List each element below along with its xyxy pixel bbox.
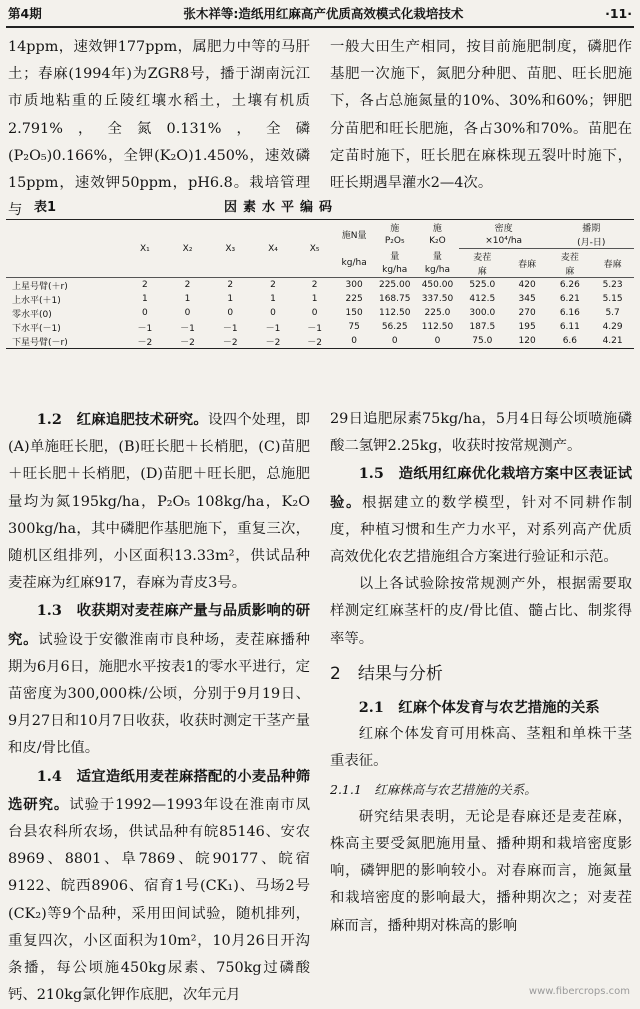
header-spring-2: 春麻: [591, 249, 634, 278]
table-row: [6, 320, 634, 334]
header-p-c: 量: [390, 252, 400, 263]
section-1-2: [8, 406, 310, 597]
table-cell: 1: [141, 294, 148, 304]
section-1-5: [330, 460, 632, 571]
section-2-1-text: 红麻个体发育可用株高、茎粗和单株干茎重表征。: [330, 726, 632, 770]
table-cell: 0: [184, 308, 191, 318]
table-cell: 345: [518, 294, 536, 304]
measurement-paragraph: 以上各试验除按常规测产外，根据需要取样测定红麻茎杆的皮/骨比值、髓占比、制浆得率等。: [330, 576, 632, 647]
factor-level-table: [6, 219, 634, 349]
section-1-4-text: 试验于1992—1993年设在淮南市凤台县农科所农场，供试品种有皖85146、安农8969、8801、阜7869、皖90177、皖宿9122、皖西8906、宿育1号(CK₁)、马场2号(CK₂)等9个品种，采用田间试验，随机排列，重复四次，小区面积为10m²，10月26日开沟条播，每公顷施450kg尿素、750kg过磷酸钙、210kg氯化钾作底肥，次年元月: [8, 796, 310, 1004]
section-1-2-heading: 1.2 红麻追肥技术研究。: [36, 411, 209, 428]
table-caption: [34, 196, 630, 218]
header-spring: 春麻: [506, 249, 549, 278]
table-number: 表1: [34, 200, 57, 215]
header-k-c: 量: [432, 252, 442, 263]
section-1-3-heading: 1.3 收获期对麦茬麻产量与品质影响的研究。: [8, 602, 310, 648]
header-x4: X₄: [252, 220, 295, 278]
header-k-b: K₂O: [429, 236, 446, 247]
table-cell: 225.0: [424, 308, 451, 318]
right-body-column: [330, 406, 632, 940]
table-cell: －2: [222, 337, 238, 348]
table-cell: 112.50: [378, 308, 411, 318]
table-cell: 4.29: [602, 322, 623, 332]
header-p-d: kg/ha: [373, 263, 416, 278]
table-cell: 112.50: [421, 322, 454, 332]
table-cell: 0: [227, 308, 234, 318]
table-cell: 4.21: [602, 336, 623, 346]
table-cell: －1: [265, 323, 281, 334]
header-n-rate: 施N量: [341, 230, 367, 241]
table-cell: 450.00: [421, 280, 454, 290]
table-cell: 0: [391, 336, 398, 346]
header-x2: X₂: [166, 220, 209, 278]
table-cell: 150: [345, 308, 363, 318]
header-rule: [6, 26, 634, 28]
header-density: 密度: [494, 223, 513, 234]
header-k-d: kg/ha: [416, 263, 459, 278]
header-kenaf-1: 麦茬: [473, 252, 492, 263]
table-cell: 6.21: [559, 294, 580, 304]
table-cell: 6.11: [559, 322, 580, 332]
table-cell: 225.00: [378, 280, 411, 290]
table-cell: 0: [270, 308, 276, 318]
table-cell: 1: [184, 294, 191, 304]
right-top-paragraph: 一般大田生产相同，按目前施肥制度，磷肥作基肥一次施下，氮肥分种肥、苗肥、旺长肥施下，各占总施氮量的10%、30%和60%；钾肥分苗肥和旺长肥施，各占30%和70%。苗肥在定苗时施下，旺长肥在麻株现五裂叶时施下，旺长期遇旱灌水2—4次。: [330, 39, 632, 192]
table-cell: 300.0: [469, 308, 496, 318]
header-kenaf-4: 麻: [549, 263, 592, 278]
header-k-a: 施: [432, 223, 442, 234]
row-label: 上水平(＋1): [12, 295, 61, 306]
table-cell: 1: [227, 294, 234, 304]
table-cell: 412.5: [469, 294, 496, 304]
table-cell: －1: [222, 323, 238, 334]
header-sowing-unit: (月-日): [549, 234, 635, 249]
table-cell: －2: [265, 337, 281, 348]
section-2-1-1-heading: 2.1.1 红麻株高与农艺措施的关系。: [330, 781, 537, 797]
table-cell: 525.0: [469, 280, 496, 290]
left-top-paragraph: 14ppm，速效钾177ppm，属肥力中等的马肝土；春麻(1994年)为ZGR8号，播于湖南沅江市质地粘重的丘陵红壤水稻土，土壤有机质2.791%，全氮0.131%，全磷(P₂O₅)0.166%，全钾(K₂O)1.450%，速效磷15ppm，速效钾50ppm，pH6.8。栽培管理与: [8, 39, 310, 219]
table-cell: 0: [141, 308, 148, 318]
header-p-a: 施: [390, 223, 400, 234]
header-density-unit: ×10⁴/ha: [459, 234, 549, 249]
watermark: www.fibercrops.com: [528, 986, 630, 997]
header-x1: X₁: [123, 220, 166, 278]
table-cell: 270: [518, 308, 536, 318]
table-cell: 6.16: [559, 308, 580, 318]
table-row: [6, 306, 634, 320]
row-label: 零水平(0): [12, 309, 52, 320]
table-cell: 2: [141, 280, 148, 290]
table-cell: 120: [518, 336, 536, 346]
page-number: ·11·: [605, 5, 632, 21]
section-1-5-text: 根据建立的数学模型，针对不同耕作制度，种植习惯和生产力水平，对系列高产优质高效优化农艺措施组合方案进行验证和示范。: [330, 494, 632, 566]
table-cell: 2: [270, 280, 276, 290]
left-body-column: [8, 406, 310, 1009]
table-cell: 56.25: [381, 322, 408, 332]
section-1-5-heading: 1.5 造纸用红麻优化栽培方案中区表证试验。: [330, 465, 632, 511]
table-row: [6, 278, 634, 293]
row-label: 下星号臂(－r): [12, 337, 68, 348]
table-cell: 337.50: [421, 294, 454, 304]
table-cell: 0: [351, 336, 357, 346]
table-cell: 195: [518, 322, 536, 332]
table-cell: －1: [137, 323, 153, 334]
table-row: [6, 292, 634, 306]
section-1-4: [8, 763, 310, 1009]
section-1-4-heading: 1.4 适宜造纸用麦茬麻搭配的小麦品种筛选研究。: [8, 767, 310, 813]
table-cell: 420: [518, 280, 536, 290]
table-cell: －2: [137, 337, 153, 348]
section-2-1-heading: 2.1 红麻个体发育与农艺措施的关系: [358, 699, 600, 717]
continued-paragraph: 29日追肥尿素75kg/ha，5月4日每公顷喷施磷酸二氢钾2.25kg，收获时按常规测产。: [330, 411, 632, 455]
table-cell: 1: [270, 294, 276, 304]
table-cell: 1: [311, 294, 318, 304]
table-cell: －1: [180, 323, 195, 334]
header-p-b: P₂O₅: [384, 236, 405, 247]
table-cell: 0: [434, 336, 441, 346]
table-cell: －2: [180, 337, 195, 348]
table-cell: －2: [307, 337, 322, 348]
table-cell: 300: [345, 280, 363, 290]
table-cell: 225: [345, 294, 363, 304]
table-cell: 0: [311, 308, 318, 318]
header-kenaf-2: 麻: [459, 263, 506, 278]
section-1-2-text: 设四个处理，即(A)单施旺长肥，(B)旺长肥＋长梢肥，(C)苗肥＋旺长肥＋长梢肥，(D)苗肥＋旺长肥，总施肥量均为氮195kg/ha，P₂O₅ 108kg/ha，K₂O 300kg/ha，其中磷肥作基肥施下，重复三次，随机区组排列，小区面积13.33m²，供试品种麦茬麻为红麻917，春麻为青皮3号。: [8, 412, 310, 592]
section-2-heading: 2 结果与分析: [330, 663, 443, 684]
issue-number: 第4期: [8, 6, 42, 21]
header-x5: X₅: [294, 220, 335, 278]
table-row: [6, 334, 634, 349]
header-kenaf-3: 麦茬: [560, 252, 579, 263]
table-cell: 75: [348, 322, 360, 332]
section-2-1-1-text: 研究结果表明，无论是春麻还是麦茬麻，株高主要受氮肥施用量、播种期和栽培密度影响，磷钾肥的影响较小。对春麻而言，施氮量和栽培密度的影响最大，播种期次之；对麦茬麻而言，播种期对株高的影响: [330, 808, 632, 934]
table-cell: 6.26: [559, 280, 580, 290]
running-header: [8, 2, 632, 24]
right-top-column: [330, 34, 632, 197]
table-cell: 75.0: [472, 336, 493, 346]
table-cell: 2: [311, 280, 318, 290]
table-title: 因素水平编码: [224, 200, 339, 215]
table-cell: 5.15: [602, 294, 623, 304]
table-cell: 2: [227, 280, 234, 290]
table-header-row-1: [6, 220, 634, 235]
header-n-unit: kg/ha: [335, 249, 373, 278]
table-cell: 2: [184, 280, 191, 290]
header-sowing: 播期: [582, 223, 601, 234]
section-1-3-text: 试验设于安徽淮南市良种场，麦茬麻播种期为6月6日，施肥水平按表1的零水平进行，定苗密度为300,000株/公顷，分别于9月19日、9月27日和10月7日收获，收获时测定干茎产量和皮/骨比值。: [8, 631, 310, 757]
section-1-3: [8, 597, 310, 762]
table-cell: 6.6: [562, 336, 578, 346]
table-cell: －1: [307, 323, 322, 334]
running-title: 张木祥等:造纸用红麻高产优质高效模式化栽培技术: [183, 6, 464, 21]
table-cell: 5.7: [605, 308, 620, 318]
table-cell: 5.23: [602, 280, 623, 290]
table-cell: 168.75: [378, 294, 411, 304]
row-label: 下水平(－1): [12, 323, 61, 334]
table-cell: 187.5: [469, 322, 496, 332]
row-label: 上星号臂(＋r): [12, 281, 68, 292]
header-x3: X₃: [209, 220, 252, 278]
